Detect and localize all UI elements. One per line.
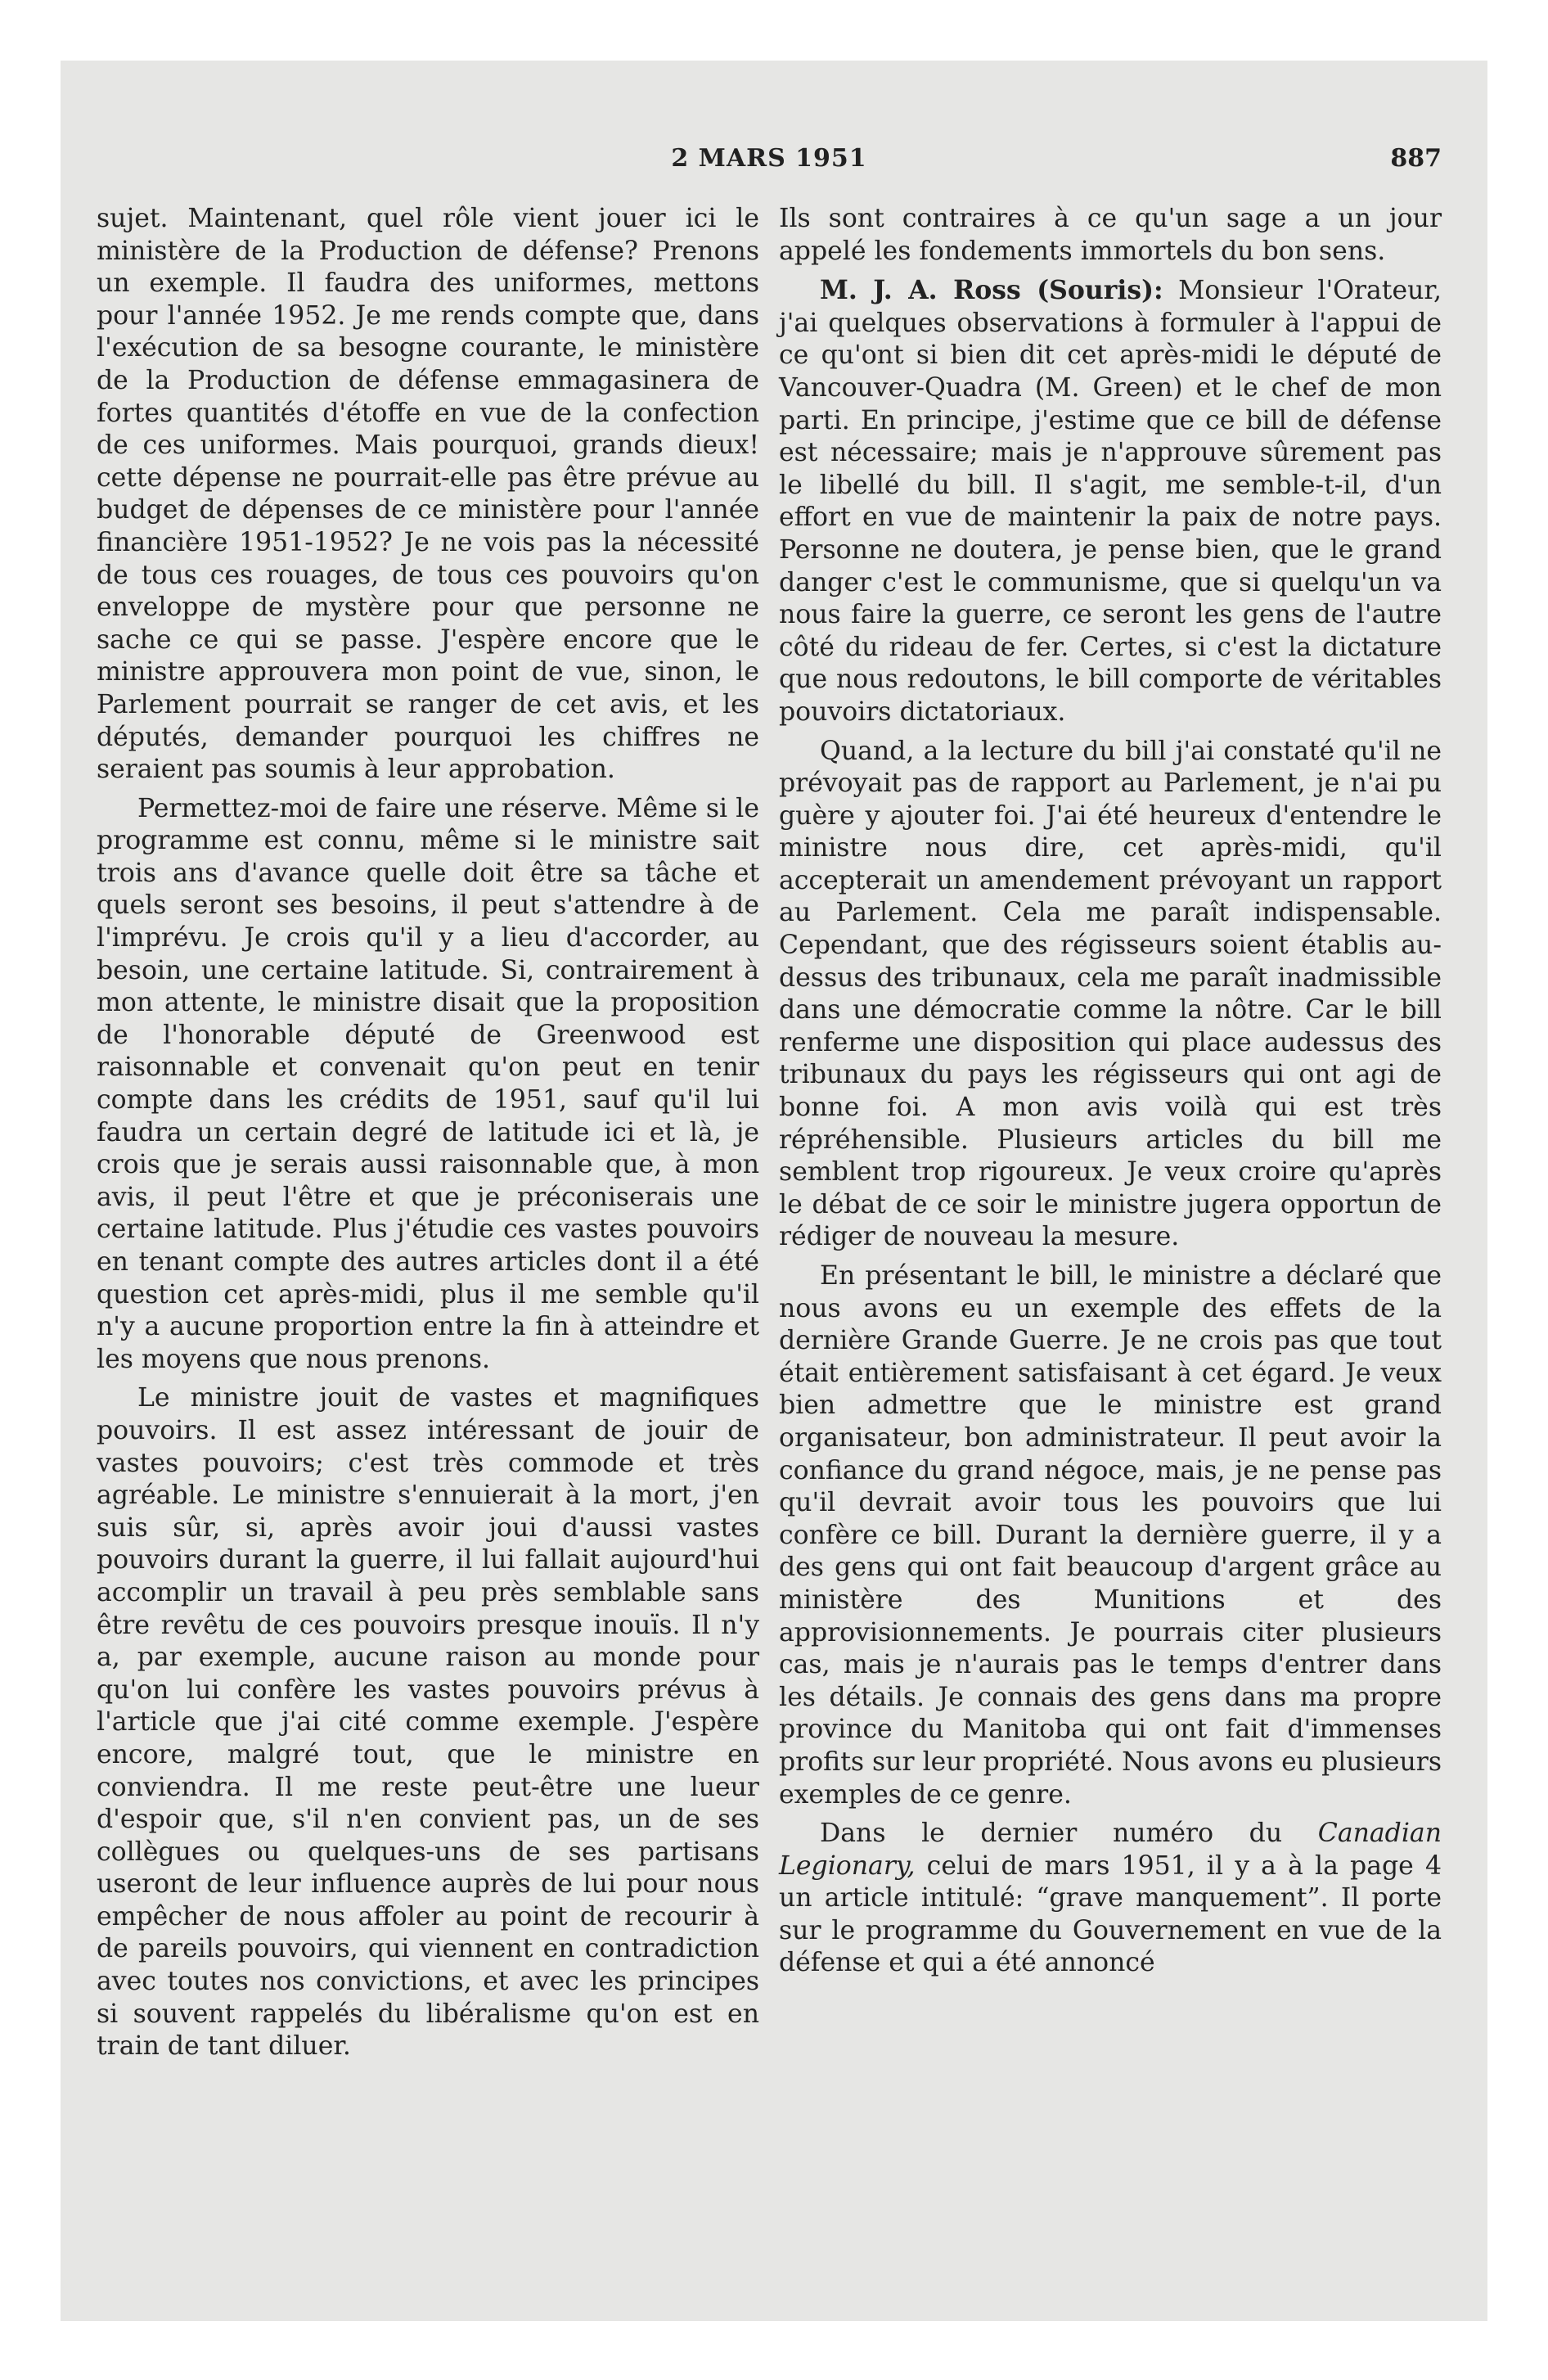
right-column [779,203,1442,1986]
paragraph-5-end: celui de mars 1951, il y a à la page 4 un article intitulé: “grave manquement”. Il porte sur le programme du Gouvernement en vue de la défense et qui a été annoncé [779,1850,1442,1978]
right-paragraph-3: Quand, a la lecture du bill j'ai constaté qu'il ne prévoyait pas de rapport au Parlement, je n'ai pu guère y ajouter foi. J'ai été heureux d'entendre le ministre nous dire, cet après-midi, qu'il accepterait un amendement prévoyant un rapport au Parlement. Cela me paraît indispensable. Cependant, que des régisseurs soient établis au-dessus des tribunaux, cela me paraît inadmissible dans une démocratie comme la nôtre. Car le bill renferme une disposition qui place audessus des tribunaux du pays les régisseurs qui ont agi de bonne foi. A mon avis voilà qui est très répréhensible. Plusieurs articles du bill me semblent trop rigoureux. Je veux croire qu'après le débat de ce soir le ministre jugera opportun de rédiger de nouveau la mesure. [779,736,1442,1252]
left-paragraph-3: Le ministre jouit de vastes et magnifiques pouvoirs. Il est assez intéressant de jouir de vastes pouvoirs; c'est très commode et très agréable. Le ministre s'ennuierait à la mort, j'en suis sûr, si, après avoir joui d'aussi vastes pouvoirs durant la guerre, il lui fallait aujourd'hui accomplir un travail à peu près semblable sans être revêtu de ces pouvoirs presque inouïs. Il n'y a, par exemple, aucune raison au monde pour qu'on lui confère les vastes pouvoirs prévus à l'article que j'ai cité comme exemple. J'espère encore, malgré tout, que le ministre en conviendra. Il me reste peut-être une lueur d'espoir que, s'il n'en convient pas, un de ses collègues ou quelques-uns de ses partisans useront de leur influence auprès de lui pour nous empêcher de nous affoler au point de recourir à de pareils pouvoirs, qui viennent en contradiction avec toutes nos convictions, et avec les principes si souvent rappelés du libéralisme qu'on est en train de tant diluer. [97,1383,759,2062]
right-paragraph-5 [779,1818,1442,1980]
left-column [97,203,759,2070]
right-paragraph-1: Ils sont contraires à ce qu'un sage a un jour appelé les fondements immortels du bon sens. [779,204,1442,266]
right-paragraph-2 [779,274,1442,728]
publication-title: Canadian Legionary, [779,1819,1442,1881]
left-paragraph-2: Permettez-moi de faire une réserve. Même si le programme est connu, même si le ministre sait trois ans d'avance quelle doit être sa tâche et quels seront ses besoins, il peut s'attendre à de l'imprévu. Je crois qu'il y a lieu d'accorder, au besoin, une certaine latitude. Si, contrairement à mon attente, le ministre disait que la proposition de l'honorable député de Greenwood est raisonnable et convenait qu'on peut en tenir compte dans les crédits de 1951, sauf qu'il lui faudra un certain degré de latitude ici et là, je crois que je serais aussi raisonnable que, à mon avis, il peut l'être et que je préconiserais une certaine latitude. Plus j'étudie ces vastes pouvoirs en tenant compte des autres articles dont il a été question cet après-midi, plus il me semble qu'il n'y a aucune proportion entre la fin à atteindre et les moyens que nous prenons. [97,793,759,1374]
speaker-name: M. J. A. Ross (Souris): [820,275,1163,306]
page-number: 887 [1390,144,1442,173]
page-header [97,144,1442,180]
paragraph-5-start: Dans le dernier numéro du [820,1819,1318,1849]
right-paragraph-4: En présentant le bill, le ministre a déclaré que nous avons eu un exemple des effets de la dernière Grande Guerre. Je ne crois pas que tout était entièrement satisfaisant à cet égard. Je veux bien admettre que le ministre est grand organisateur, bon administrateur. Il peut avoir la confiance du grand négoce, mais, je ne pense pas qu'il devrait avoir tous les pouvoirs que lui confère ce bill. Durant la dernière guerre, il y a des gens qui ont fait beaucoup d'argent grâce au ministère des Munitions et des approvisionnements. Je pourrais citer plusieurs cas, mais je n'aurais pas le temps d'entrer dans les détails. Je connais des gens dans ma propre province du Manitoba qui ont fait d'immenses profits sur leur propriété. Nous avons eu plusieurs exemples de ce genre. [779,1261,1442,1810]
page-date: 2 MARS 1951 [671,144,867,173]
left-paragraph-1: sujet. Maintenant, quel rôle vient jouer ici le ministère de la Production de défense? Prenons un exemple. Il faudra des uniformes, mettons pour l'année 1952. Je me rends compte que, dans l'exécution de sa besogne courante, le ministère de la Production de défense emmagasinera de fortes quantités d'étoffe en vue de la confection de ces uniformes. Mais pourquoi, grands dieux! cette dépense ne pourrait-elle pas être prévue au budget de dépenses de ce ministère pour l'année financière 1951-1952? Je ne vois pas la nécessité de tous ces rouages, de tous ces pouvoirs qu'on enveloppe de mystère pour que personne ne sache ce qui se passe. J'espère encore que le ministre approuvera mon point de vue, sinon, le Parlement pourrait se ranger de cet avis, et les députés, demander pourquoi les chiffres ne seraient pas soumis à leur approbation. [97,204,759,785]
speech-text: Monsieur l'Orateur, j'ai quelques observations à formuler à l'appui de ce qu'ont si bien dit cet après-midi le député de Vancouver-Quadra (M. Green) et le chef de mon parti. En principe, j'estime que ce bill de défense est nécessaire; mais je n'approuve sûrement pas le libellé du bill. Il s'agit, me semble-t-il, d'un effort en vue de maintenir la paix de notre pays. Personne ne doutera, je pense bien, que le grand danger c'est le communisme, que si quelqu'un va nous faire la guerre, ce seront les gens de l'autre côté du rideau de fer. Certes, si c'est la dictature que nous redoutons, le bill comporte de véritables pouvoirs dictatoriaux. [779,276,1442,727]
